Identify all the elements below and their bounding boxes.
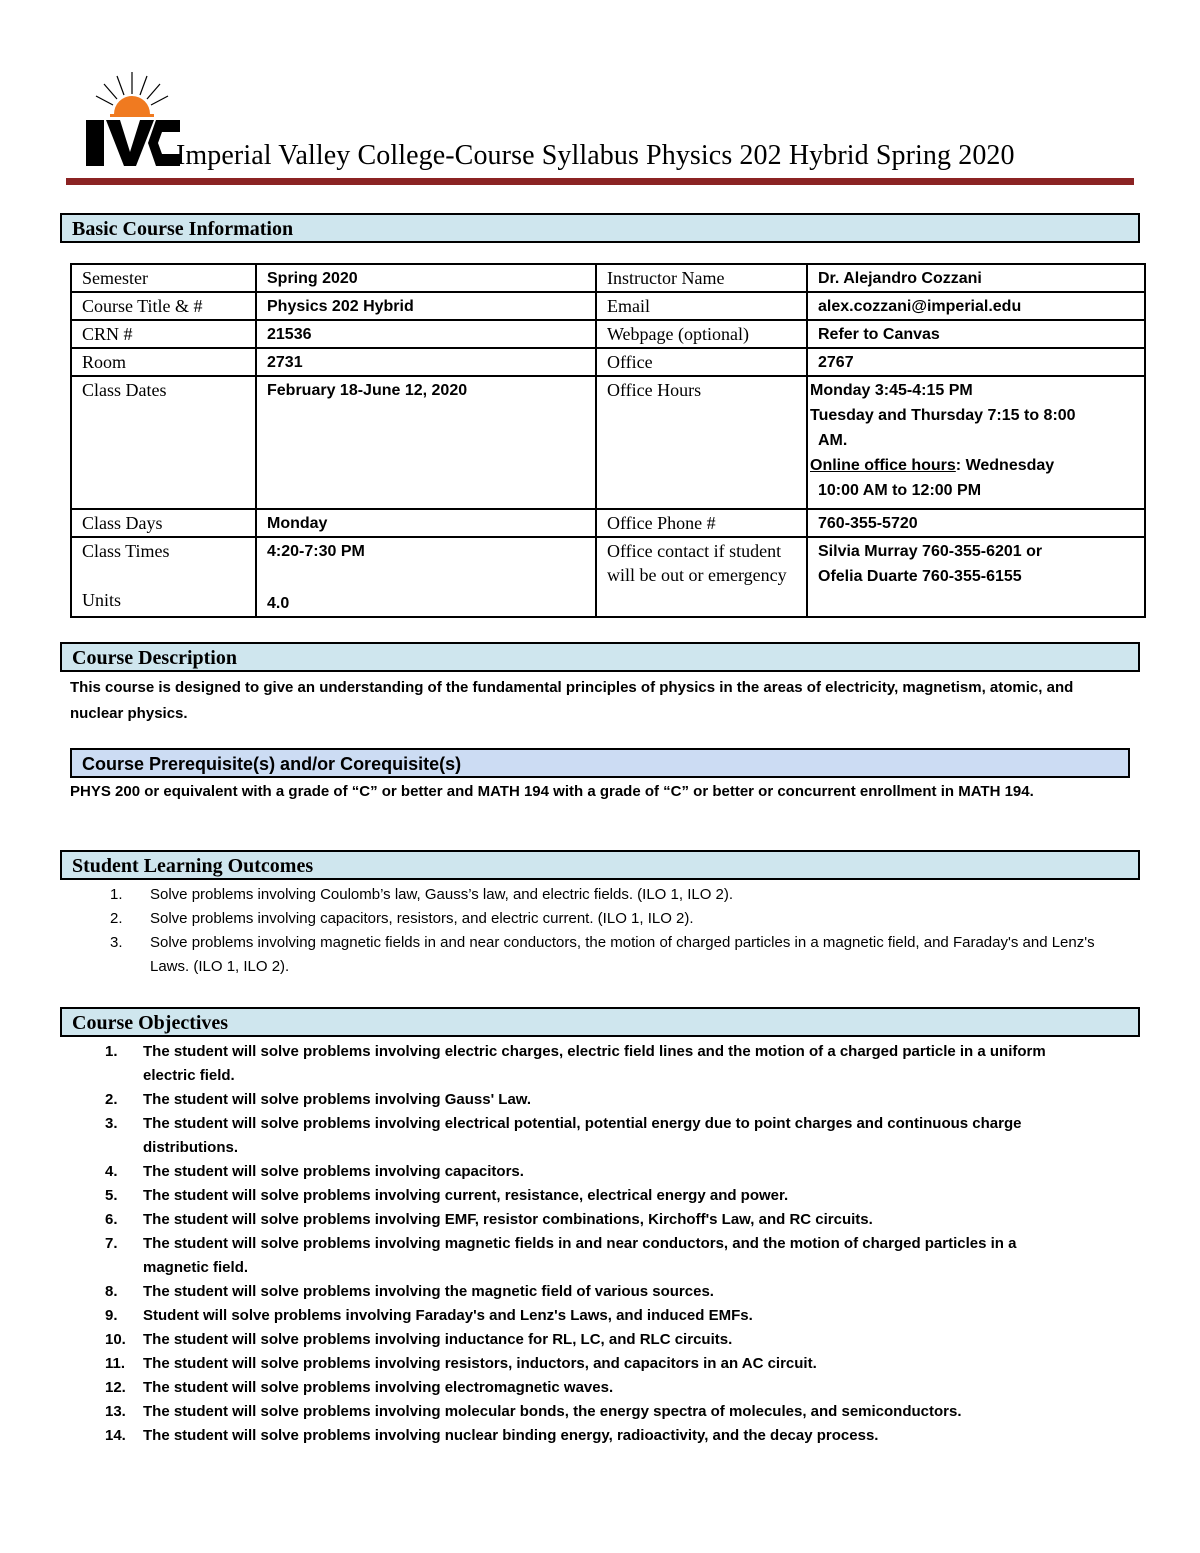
office-contact-line: Silvia Murray 760-355-6201 or bbox=[818, 543, 1043, 560]
list-number: 9. bbox=[105, 1307, 118, 1324]
value-class-dates: February 18-June 12, 2020 bbox=[256, 376, 596, 509]
online-office-hours bbox=[810, 453, 1134, 478]
label-email: Email bbox=[596, 292, 807, 320]
list-text: The student will solve problems involving electromagnetic waves. bbox=[143, 1379, 614, 1396]
office-hours-line: Tuesday and Thursday 7:15 to 8:00 bbox=[810, 407, 1076, 424]
section-header-objectives bbox=[60, 1007, 1140, 1037]
label-office-contact: Office contact if student will be out or emergency bbox=[596, 537, 807, 617]
table-row bbox=[71, 292, 1145, 320]
label-units: Units bbox=[82, 590, 122, 610]
table-row bbox=[71, 348, 1145, 376]
value-units: 4.0 bbox=[267, 595, 290, 612]
list-text: The student will solve problems involving capacitors. bbox=[143, 1163, 524, 1180]
label-crn: CRN # bbox=[71, 320, 256, 348]
section-title: Course Description bbox=[72, 647, 237, 669]
list-item bbox=[105, 1088, 1083, 1112]
list-item bbox=[105, 1184, 1083, 1208]
list-item bbox=[105, 1304, 1083, 1328]
list-item bbox=[105, 1208, 1083, 1232]
objectives-list bbox=[105, 1040, 1083, 1448]
section-header-prereq bbox=[70, 748, 1130, 778]
list-text: Solve problems involving capacitors, resistors, and electric current. (ILO 1, ILO 2). bbox=[150, 910, 694, 927]
section-title: Basic Course Information bbox=[72, 218, 294, 240]
list-text: The student will solve problems involving inductance for RL, LC, and RLC circuits. bbox=[143, 1331, 733, 1348]
list-text: The student will solve problems involving magnetic fields in and near conductors, and the motion of charged particles in a magnetic field. bbox=[143, 1235, 1017, 1276]
list-text: The student will solve problems involving Gauss' Law. bbox=[143, 1091, 532, 1108]
value-semester: Spring 2020 bbox=[256, 264, 596, 292]
label-class-days: Class Days bbox=[71, 509, 256, 537]
list-item bbox=[110, 907, 1135, 931]
label-class-times-units bbox=[71, 537, 256, 617]
list-item bbox=[105, 1424, 1083, 1448]
list-number: 3. bbox=[110, 934, 123, 951]
list-item bbox=[110, 883, 1135, 907]
list-item bbox=[110, 931, 1135, 979]
course-description-text: This course is designed to give an understanding of the fundamental principles of physics in the areas of electricity, magnetism, atomic, and nuclear physics. bbox=[70, 679, 1074, 722]
list-number: 4. bbox=[105, 1163, 118, 1180]
value-office-phone: 760-355-5720 bbox=[807, 509, 1145, 537]
value-office: 2767 bbox=[807, 348, 1145, 376]
section-header-slo bbox=[60, 850, 1140, 880]
online-office-hours-day: : Wednesday bbox=[955, 457, 1055, 474]
prereq-text: PHYS 200 or equivalent with a grade of “C” or better and MATH 194 with a grade of “C” or better or concurrent enrollment in MATH 194. bbox=[70, 783, 1034, 800]
table-row bbox=[71, 537, 1145, 617]
list-number: 1. bbox=[110, 886, 123, 903]
ivc-logo bbox=[84, 68, 182, 168]
list-text: The student will solve problems involving resistors, inductors, and capacitors in an AC circuit. bbox=[143, 1355, 817, 1372]
list-number: 7. bbox=[105, 1235, 118, 1252]
section-title: Course Objectives bbox=[72, 1012, 229, 1034]
value-instructor: Dr. Alejandro Cozzani bbox=[807, 264, 1145, 292]
value-office-contact bbox=[807, 537, 1145, 617]
list-item bbox=[105, 1400, 1083, 1424]
label-office-hours: Office Hours bbox=[596, 376, 807, 509]
list-text: The student will solve problems involving molecular bonds, the energy spectra of molecules, and semiconductors. bbox=[143, 1403, 962, 1420]
list-text: Solve problems involving Coulomb’s law, Gauss’s law, and electric fields. (ILO 1, ILO 2). bbox=[150, 886, 734, 903]
label-class-times: Class Times bbox=[82, 541, 170, 561]
table-row bbox=[71, 509, 1145, 537]
list-number: 11. bbox=[105, 1355, 126, 1372]
value-webpage: Refer to Canvas bbox=[807, 320, 1145, 348]
list-number: 6. bbox=[105, 1211, 118, 1228]
list-text: Solve problems involving magnetic fields in and near conductors, the motion of charged particles in a magnetic field, and Faraday's and Lenz's Laws. (ILO 1, ILO 2). bbox=[150, 934, 1095, 975]
section-header-basic-info bbox=[60, 213, 1140, 243]
office-hours-line: AM. bbox=[818, 432, 848, 449]
value-class-days: Monday bbox=[256, 509, 596, 537]
section-title: Course Prerequisite(s) and/or Corequisite(s) bbox=[82, 754, 462, 774]
list-text: The student will solve problems involving current, resistance, electrical energy and power. bbox=[143, 1187, 789, 1204]
list-number: 10. bbox=[105, 1331, 126, 1348]
label-office-phone: Office Phone # bbox=[596, 509, 807, 537]
table-row bbox=[71, 376, 1145, 509]
course-info-table bbox=[70, 263, 1146, 618]
list-number: 12. bbox=[105, 1379, 126, 1396]
list-number: 8. bbox=[105, 1283, 118, 1300]
office-contact-line: Ofelia Duarte 760-355-6155 bbox=[818, 568, 1022, 585]
list-number: 2. bbox=[110, 910, 123, 927]
office-hours-line: Monday 3:45-4:15 PM bbox=[810, 382, 973, 399]
list-number: 5. bbox=[105, 1187, 118, 1204]
list-item bbox=[105, 1232, 1083, 1280]
value-course-title: Physics 202 Hybrid bbox=[256, 292, 596, 320]
list-item bbox=[105, 1040, 1083, 1088]
label-semester: Semester bbox=[71, 264, 256, 292]
list-text: The student will solve problems involving the magnetic field of various sources. bbox=[143, 1283, 714, 1300]
table-row bbox=[71, 264, 1145, 292]
online-office-hours-label: Online office hours bbox=[810, 457, 956, 474]
list-text: Student will solve problems involving Faraday's and Lenz's Laws, and induced EMFs. bbox=[143, 1307, 753, 1324]
list-text: The student will solve problems involving electrical potential, potential energy due to point charges and continuous charge distributions. bbox=[143, 1115, 1022, 1156]
label-room: Room bbox=[71, 348, 256, 376]
slo-list bbox=[110, 883, 1135, 979]
page-title: Imperial Valley College-Course Syllabus Physics 202 Hybrid Spring 2020 bbox=[176, 140, 1015, 171]
label-course-title: Course Title & # bbox=[71, 292, 256, 320]
label-webpage: Webpage (optional) bbox=[596, 320, 807, 348]
list-text: The student will solve problems involving EMF, resistor combinations, Kirchoff's Law, and RC circuits. bbox=[143, 1211, 873, 1228]
value-email[interactable]: alex.cozzani@imperial.edu bbox=[807, 292, 1145, 320]
list-number: 3. bbox=[105, 1115, 118, 1132]
section-title: Student Learning Outcomes bbox=[72, 855, 314, 877]
list-number: 2. bbox=[105, 1091, 118, 1108]
list-item bbox=[105, 1160, 1083, 1184]
ivc-logo-graphic bbox=[84, 68, 182, 168]
value-class-times-units bbox=[256, 537, 596, 617]
list-number: 14. bbox=[105, 1427, 126, 1444]
list-item bbox=[105, 1112, 1083, 1160]
list-item bbox=[105, 1376, 1083, 1400]
list-item bbox=[105, 1352, 1083, 1376]
section-header-description bbox=[60, 642, 1140, 672]
list-text: The student will solve problems involving electric charges, electric field lines and the motion of a charged particle in a uniform electric field. bbox=[143, 1043, 1046, 1084]
list-number: 13. bbox=[105, 1403, 126, 1420]
label-instructor: Instructor Name bbox=[596, 264, 807, 292]
table-row bbox=[71, 320, 1145, 348]
list-number: 1. bbox=[105, 1043, 118, 1060]
label-office: Office bbox=[596, 348, 807, 376]
value-class-times: 4:20-7:30 PM bbox=[267, 543, 365, 560]
list-item bbox=[105, 1280, 1083, 1304]
office-hours-line: 10:00 AM to 12:00 PM bbox=[818, 482, 982, 499]
list-item bbox=[105, 1328, 1083, 1352]
value-crn: 21536 bbox=[256, 320, 596, 348]
value-office-hours bbox=[807, 376, 1145, 509]
title-divider bbox=[66, 178, 1134, 185]
list-text: The student will solve problems involving nuclear binding energy, radioactivity, and the decay process. bbox=[143, 1427, 879, 1444]
value-room: 2731 bbox=[256, 348, 596, 376]
label-class-dates: Class Dates bbox=[71, 376, 256, 509]
